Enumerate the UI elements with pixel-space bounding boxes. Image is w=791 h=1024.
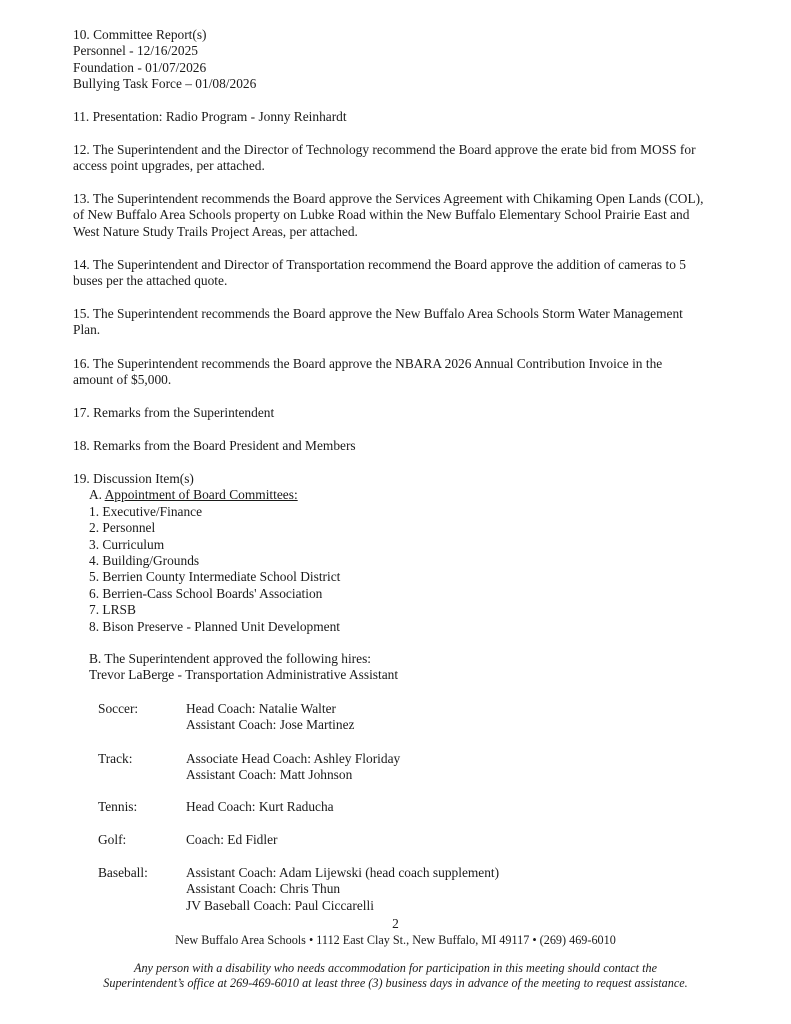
agenda-item-text: 16. The Superintendent recommends the Board approve the NBARA 2026 Annual Contribution Invoice in the — [73, 356, 663, 371]
agenda-item-text: of New Buffalo Area Schools property on Lubke Road within the New Buffalo Elementary School Prairie East and — [73, 207, 690, 223]
agenda-item-text: West Nature Study Trails Project Areas, per attached. — [73, 223, 358, 239]
committee-report-item: Foundation - 01/07/2026 — [73, 59, 207, 75]
agenda-item-15 — [73, 306, 753, 339]
agenda-item-text: 11. Presentation: Radio Program - Jonny Reinhardt — [73, 109, 347, 124]
agenda-item-text: 13. The Superintendent recommends the Board approve the Services Agreement with Chikaming Open Lands (COL), — [73, 191, 704, 206]
coach-entry: Associate Head Coach: Ashley Floriday — [186, 751, 401, 766]
coach-entry: JV Baseball Coach: Paul Ciccarelli — [186, 897, 374, 913]
agenda-item-12 — [73, 142, 753, 175]
agenda-item-text: 17. Remarks from the Superintendent — [73, 405, 275, 420]
coach-entry: Head Coach: Kurt Raducha — [186, 799, 334, 814]
committees-title-underlined: Appointment of Board Committees: — [104, 487, 298, 503]
committee-list-item: 2. Personnel — [89, 520, 156, 536]
committee-list-item: 6. Berrien-Cass School Boards' Association — [89, 585, 323, 601]
coach-list — [186, 799, 334, 815]
sport-label: Golf: — [98, 832, 127, 847]
committees-title: A. Appointment of Board Committees: — [89, 487, 298, 503]
coach-entry: Assistant Coach: Chris Thun — [186, 881, 341, 897]
coach-entry: Assistant Coach: Matt Johnson — [186, 767, 353, 783]
notice-line: Any person with a disability who needs accommodation for participation in this meeting should contact the — [134, 961, 657, 975]
committee-reports-heading: 10. Committee Report(s) — [73, 27, 207, 42]
agenda-item-text: 14. The Superintendent and Director of Transportation recommend the Board approve the addition of cameras to 5 — [73, 257, 686, 272]
accessibility-notice — [0, 961, 791, 991]
committee-list-item: 7. LRSB — [89, 602, 136, 618]
agenda-item-14 — [73, 257, 753, 290]
sport-label: Tennis: — [98, 799, 138, 814]
coach-entry: Coach: Ed Fidler — [186, 832, 278, 847]
agenda-item-text: Plan. — [73, 322, 101, 338]
committee-list-item: 4. Building/Grounds — [89, 553, 200, 569]
coach-entry: Head Coach: Natalie Walter — [186, 701, 336, 716]
committee-list-item: 8. Bison Preserve - Planned Unit Development — [89, 618, 341, 634]
committee-list-item: 5. Berrien County Intermediate School District — [89, 569, 341, 585]
agenda-item-text: 18. Remarks from the Board President and Members — [73, 438, 356, 453]
notice-line: Superintendent’s office at 269-469-6010 at least three (3) business days in advance of the meeting to request assistance. — [103, 976, 688, 990]
agenda-item-19 — [73, 471, 753, 684]
coach-list — [186, 865, 499, 914]
agenda-item-18 — [73, 438, 753, 454]
agenda-item-17 — [73, 405, 753, 421]
agenda-item-text: access point upgrades, per attached. — [73, 158, 265, 174]
coach-entry: Assistant Coach: Jose Martinez — [186, 717, 355, 733]
agenda-item-text: 15. The Superintendent recommends the Board approve the New Buffalo Area Schools Storm Water Management — [73, 306, 683, 321]
agenda-item-13 — [73, 191, 753, 240]
agenda-item-text: amount of $5,000. — [73, 372, 172, 388]
sport-label: Baseball: — [98, 865, 148, 880]
hires-heading: B. The Superintendent approved the following hires: — [89, 651, 372, 667]
coach-list — [186, 751, 400, 784]
hire-item: Trevor LaBerge - Transportation Administrative Assistant — [89, 667, 399, 683]
coach-list — [186, 832, 278, 848]
committee-report-item: Bullying Task Force – 01/08/2026 — [73, 76, 257, 92]
page-number: 2 — [392, 916, 399, 931]
committee-reports — [73, 27, 753, 93]
agenda-item-11 — [73, 109, 753, 125]
sport-label: Soccer: — [98, 701, 139, 716]
committee-list-item: 3. Curriculum — [89, 536, 165, 552]
agenda-item-text: 12. The Superintendent and the Director of Technology recommend the Board approve the erate bid from MOSS for — [73, 142, 696, 157]
footer-address: New Buffalo Area Schools • 1112 East Clay St., New Buffalo, MI 49117 • (269) 469-6010 — [175, 933, 616, 947]
committee-report-item: Personnel - 12/16/2025 — [73, 43, 198, 59]
agenda-item-16 — [73, 356, 753, 389]
agenda-item-text: buses per the attached quote. — [73, 273, 228, 289]
coach-list — [186, 701, 354, 734]
committee-list-item: 1. Executive/Finance — [89, 503, 203, 519]
coach-entry: Assistant Coach: Adam Lijewski (head coach supplement) — [186, 865, 500, 880]
discussion-list — [73, 487, 753, 683]
discussion-heading: 19. Discussion Item(s) — [73, 471, 194, 486]
sport-label: Track: — [98, 751, 133, 766]
